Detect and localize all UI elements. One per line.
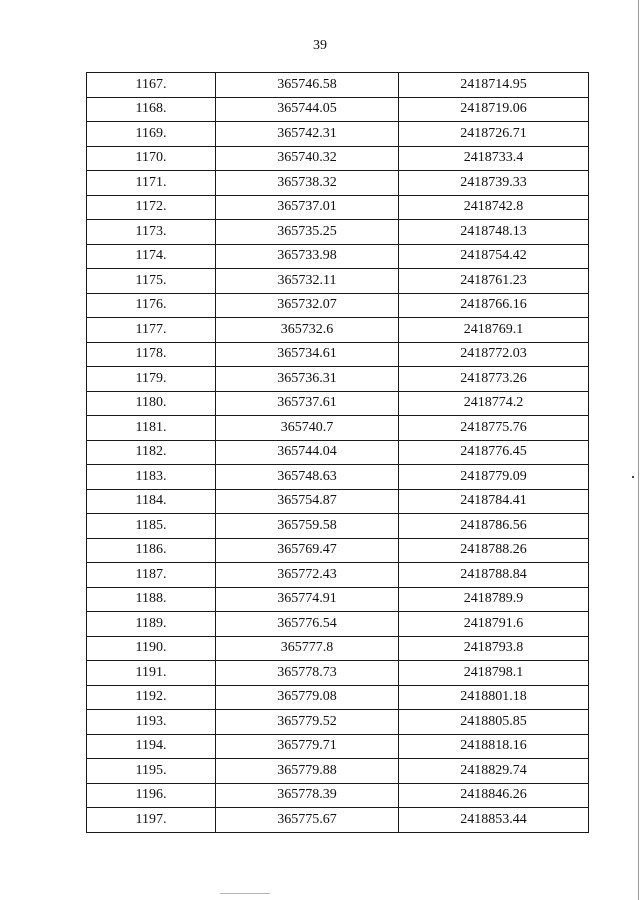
table-row — [87, 538, 589, 563]
x-coordinate-cell: 365732.6 — [216, 318, 399, 343]
x-coordinate-cell: 365734.61 — [216, 342, 399, 367]
table-row — [87, 587, 589, 612]
point-number-cell: 1188. — [87, 587, 216, 612]
table-row — [87, 97, 589, 122]
point-number-cell: 1190. — [87, 636, 216, 661]
table-row — [87, 661, 589, 686]
y-coordinate-cell: 2418846.26 — [399, 783, 589, 808]
point-number-cell: 1170. — [87, 146, 216, 171]
point-number-cell: 1168. — [87, 97, 216, 122]
table-row — [87, 783, 589, 808]
x-coordinate-cell: 365742.31 — [216, 122, 399, 147]
x-coordinate-cell: 365733.98 — [216, 244, 399, 269]
point-number-cell: 1169. — [87, 122, 216, 147]
table-row — [87, 367, 589, 392]
y-coordinate-cell: 2418726.71 — [399, 122, 589, 147]
x-coordinate-cell: 365779.52 — [216, 710, 399, 735]
point-number-cell: 1171. — [87, 171, 216, 196]
x-coordinate-cell: 365732.07 — [216, 293, 399, 318]
coordinates-table — [86, 72, 589, 833]
x-coordinate-cell: 365778.73 — [216, 661, 399, 686]
point-number-cell: 1181. — [87, 416, 216, 441]
table-row — [87, 440, 589, 465]
y-coordinate-cell: 2418719.06 — [399, 97, 589, 122]
x-coordinate-cell: 365740.7 — [216, 416, 399, 441]
table-row — [87, 220, 589, 245]
point-number-cell: 1185. — [87, 514, 216, 539]
bottom-rule — [220, 893, 270, 894]
y-coordinate-cell: 2418853.44 — [399, 808, 589, 833]
x-coordinate-cell: 365737.61 — [216, 391, 399, 416]
y-coordinate-cell: 2418775.76 — [399, 416, 589, 441]
point-number-cell: 1191. — [87, 661, 216, 686]
point-number-cell: 1180. — [87, 391, 216, 416]
table-row — [87, 734, 589, 759]
point-number-cell: 1195. — [87, 759, 216, 784]
y-coordinate-cell: 2418801.18 — [399, 685, 589, 710]
point-number-cell: 1187. — [87, 563, 216, 588]
x-coordinate-cell: 365776.54 — [216, 612, 399, 637]
table-row — [87, 195, 589, 220]
x-coordinate-cell: 365779.08 — [216, 685, 399, 710]
y-coordinate-cell: 2418798.1 — [399, 661, 589, 686]
table-row — [87, 342, 589, 367]
table-row — [87, 122, 589, 147]
y-coordinate-cell: 2418818.16 — [399, 734, 589, 759]
table-row — [87, 636, 589, 661]
y-coordinate-cell: 2418793.8 — [399, 636, 589, 661]
y-coordinate-cell: 2418789.9 — [399, 587, 589, 612]
y-coordinate-cell: 2418714.95 — [399, 73, 589, 98]
x-coordinate-cell: 365738.32 — [216, 171, 399, 196]
y-coordinate-cell: 2418779.09 — [399, 465, 589, 490]
x-coordinate-cell: 365779.88 — [216, 759, 399, 784]
point-number-cell: 1173. — [87, 220, 216, 245]
y-coordinate-cell: 2418805.85 — [399, 710, 589, 735]
point-number-cell: 1177. — [87, 318, 216, 343]
y-coordinate-cell: 2418754.42 — [399, 244, 589, 269]
table-row — [87, 465, 589, 490]
point-number-cell: 1193. — [87, 710, 216, 735]
point-number-cell: 1194. — [87, 734, 216, 759]
table-row — [87, 146, 589, 171]
table-row — [87, 514, 589, 539]
y-coordinate-cell: 2418733.4 — [399, 146, 589, 171]
x-coordinate-cell: 365735.25 — [216, 220, 399, 245]
table-row — [87, 563, 589, 588]
x-coordinate-cell: 365736.31 — [216, 367, 399, 392]
y-coordinate-cell: 2418766.16 — [399, 293, 589, 318]
y-coordinate-cell: 2418788.84 — [399, 563, 589, 588]
x-coordinate-cell: 365737.01 — [216, 195, 399, 220]
y-coordinate-cell: 2418829.74 — [399, 759, 589, 784]
x-coordinate-cell: 365779.71 — [216, 734, 399, 759]
point-number-cell: 1175. — [87, 269, 216, 294]
table-row — [87, 293, 589, 318]
point-number-cell: 1178. — [87, 342, 216, 367]
point-number-cell: 1167. — [87, 73, 216, 98]
y-coordinate-cell: 2418748.13 — [399, 220, 589, 245]
x-coordinate-cell: 365777.8 — [216, 636, 399, 661]
x-coordinate-cell: 365772.43 — [216, 563, 399, 588]
x-coordinate-cell: 365775.67 — [216, 808, 399, 833]
y-coordinate-cell: 2418773.26 — [399, 367, 589, 392]
point-number-cell: 1174. — [87, 244, 216, 269]
table-row — [87, 710, 589, 735]
y-coordinate-cell: 2418774.2 — [399, 391, 589, 416]
x-coordinate-cell: 365778.39 — [216, 783, 399, 808]
point-number-cell: 1172. — [87, 195, 216, 220]
point-number-cell: 1192. — [87, 685, 216, 710]
y-coordinate-cell: 2418791.6 — [399, 612, 589, 637]
x-coordinate-cell: 365744.04 — [216, 440, 399, 465]
x-coordinate-cell: 365774.91 — [216, 587, 399, 612]
table-row — [87, 391, 589, 416]
y-coordinate-cell: 2418788.26 — [399, 538, 589, 563]
point-number-cell: 1183. — [87, 465, 216, 490]
y-coordinate-cell: 2418742.8 — [399, 195, 589, 220]
y-coordinate-cell: 2418786.56 — [399, 514, 589, 539]
table-row — [87, 685, 589, 710]
y-coordinate-cell: 2418739.33 — [399, 171, 589, 196]
table-row — [87, 244, 589, 269]
point-number-cell: 1186. — [87, 538, 216, 563]
table-row — [87, 171, 589, 196]
table-row — [87, 489, 589, 514]
table-row — [87, 808, 589, 833]
point-number-cell: 1197. — [87, 808, 216, 833]
table-row — [87, 612, 589, 637]
y-coordinate-cell: 2418761.23 — [399, 269, 589, 294]
x-coordinate-cell: 365732.11 — [216, 269, 399, 294]
y-coordinate-cell: 2418776.45 — [399, 440, 589, 465]
page-number: 39 — [313, 38, 327, 53]
table-row — [87, 759, 589, 784]
point-number-cell: 1189. — [87, 612, 216, 637]
point-number-cell: 1182. — [87, 440, 216, 465]
x-coordinate-cell: 365744.05 — [216, 97, 399, 122]
x-coordinate-cell: 365740.32 — [216, 146, 399, 171]
point-number-cell: 1176. — [87, 293, 216, 318]
x-coordinate-cell: 365759.58 — [216, 514, 399, 539]
point-number-cell: 1179. — [87, 367, 216, 392]
table-row — [87, 269, 589, 294]
x-coordinate-cell: 365746.58 — [216, 73, 399, 98]
x-coordinate-cell: 365769.47 — [216, 538, 399, 563]
y-coordinate-cell: 2418772.03 — [399, 342, 589, 367]
table-row — [87, 73, 589, 98]
table-body — [87, 73, 589, 833]
y-coordinate-cell: 2418784.41 — [399, 489, 589, 514]
page-edge — [638, 0, 639, 900]
table-row — [87, 318, 589, 343]
point-number-cell: 1184. — [87, 489, 216, 514]
y-coordinate-cell: 2418769.1 — [399, 318, 589, 343]
point-number-cell: 1196. — [87, 783, 216, 808]
x-coordinate-cell: 365748.63 — [216, 465, 399, 490]
margin-mark — [632, 476, 634, 478]
table-row — [87, 416, 589, 441]
x-coordinate-cell: 365754.87 — [216, 489, 399, 514]
